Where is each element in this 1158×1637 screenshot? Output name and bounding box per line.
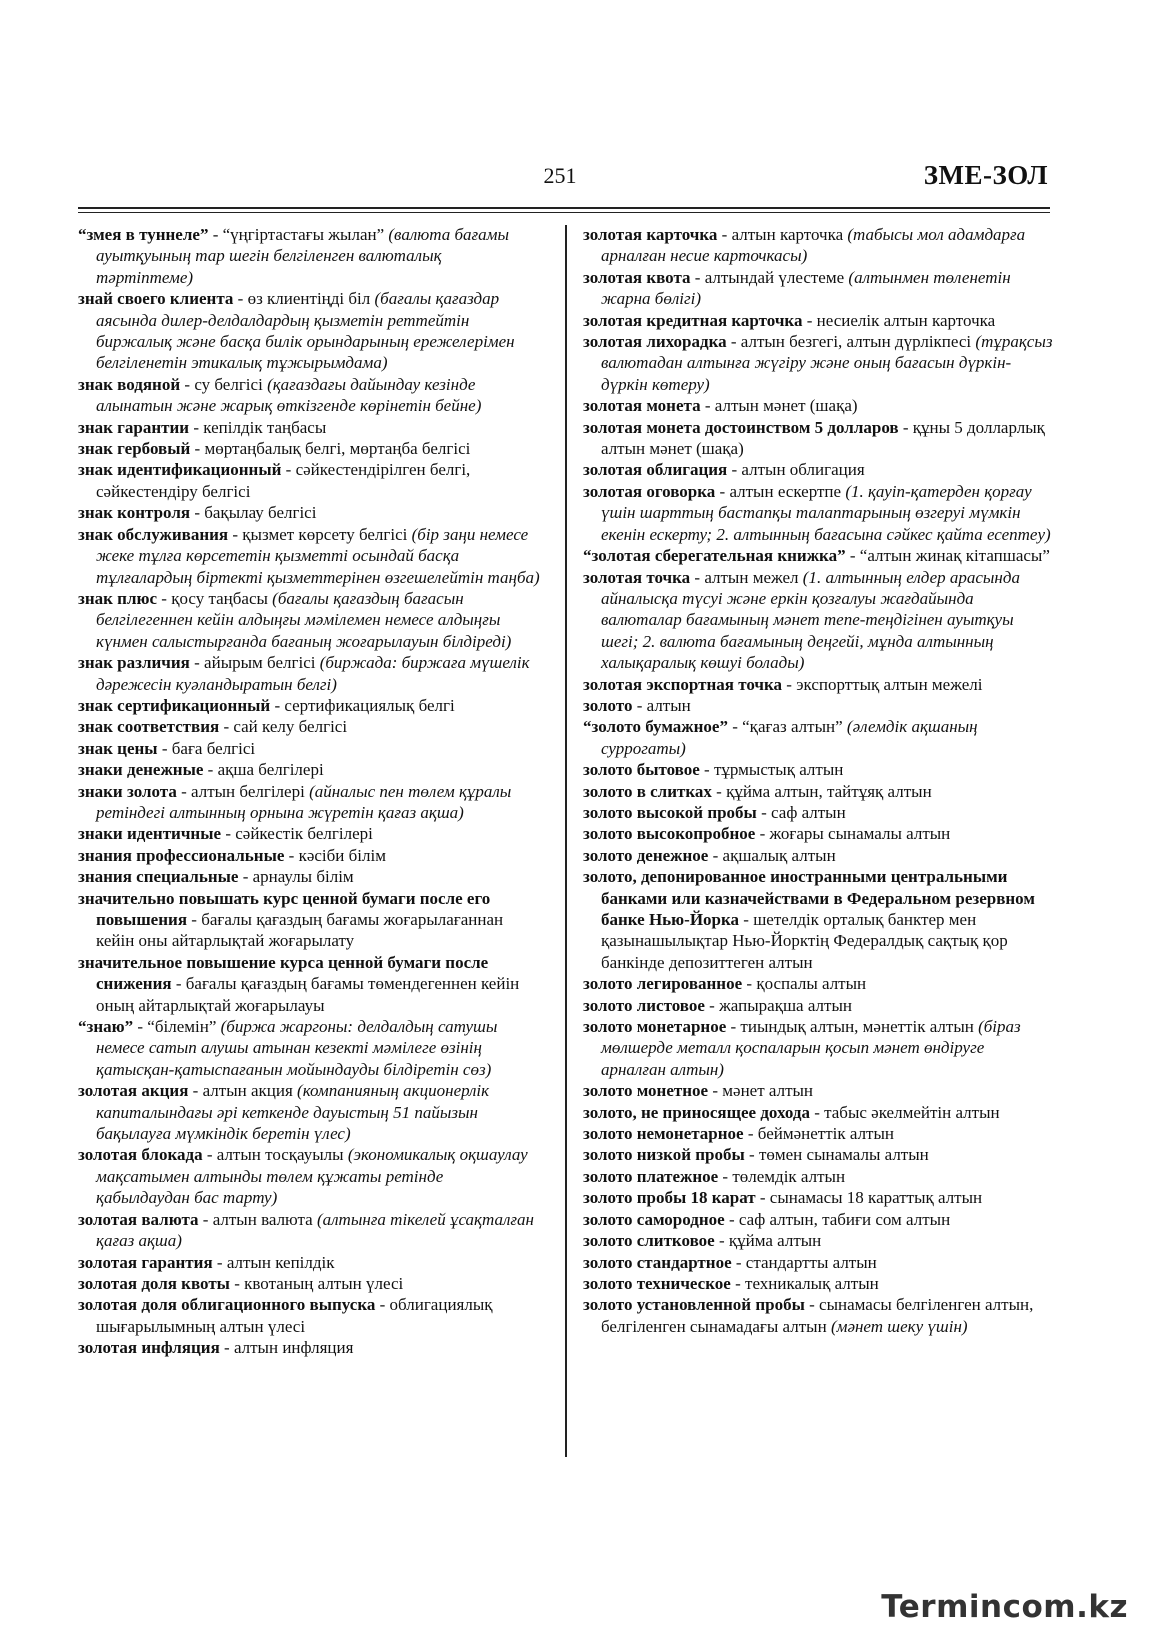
entry-separator: - — [690, 567, 705, 587]
dictionary-entry — [583, 1294, 1053, 1337]
entry-term: золото монетарное — [583, 1017, 727, 1037]
entry-separator: - — [133, 1017, 148, 1037]
entry-translation: алтындай үлестеме — [704, 267, 845, 287]
entry-translation: құйма алтын, тайтұяқ алтын — [726, 781, 932, 801]
entry-term: знаки золота — [78, 781, 177, 801]
entry-translation: алтын межел — [704, 567, 799, 587]
entry-separator: - — [157, 738, 172, 758]
entry-separator: - — [730, 1273, 746, 1293]
entry-translation: техникалық алтын — [745, 1273, 879, 1293]
entry-separator: - — [726, 1017, 741, 1037]
entry-separator: - — [700, 396, 715, 416]
entry-translation: табыс әкелмейтін алтын — [824, 1102, 1000, 1122]
dictionary-entry — [78, 417, 541, 438]
entry-gloss: (қағаздағы дайындау кезінде алынатын және жарық өткізгенде көрінетін бейне) — [96, 374, 482, 416]
entry-separator: - — [802, 310, 817, 330]
dictionary-entry — [78, 781, 541, 824]
dictionary-entry — [583, 1187, 1053, 1208]
dictionary-entry — [583, 1230, 1053, 1251]
entry-gloss: (алтынға тікелей ұсақталған қағаз ақша) — [96, 1209, 534, 1251]
entry-translation: ақша белгілері — [217, 760, 324, 780]
entry-term: золотая лихорадка — [583, 332, 727, 352]
entry-separator: - — [190, 503, 205, 523]
dictionary-entry — [583, 866, 1053, 973]
entry-separator: - — [718, 1166, 733, 1186]
dictionary-entry — [583, 1252, 1053, 1273]
dictionary-entry — [78, 738, 541, 759]
left-column — [78, 224, 541, 1359]
entry-gloss: (1. қауіп-қатерден қорғау үшін шарттың бастапқы талаптарының өзгеруі мүмкін екенін ескерту; 2. алтынның бағасына сәйкес қайта есептеу) — [601, 481, 1051, 544]
entry-separator: - — [238, 867, 253, 887]
dictionary-entry — [78, 716, 541, 737]
page-number: 251 — [543, 163, 577, 188]
entry-term: знай своего клиента — [78, 289, 234, 309]
entry-separator: - — [221, 824, 236, 844]
entry-translation: квотаның алтын үлесі — [244, 1273, 404, 1293]
entry-separator: - — [233, 289, 248, 309]
entry-separator: - — [187, 910, 202, 929]
dictionary-entry — [583, 1166, 1053, 1187]
entry-translation: құны 5 долларлық алтын мәнет (шақа) — [601, 417, 1045, 459]
dictionary-entry — [583, 802, 1053, 823]
header-rule-thin — [78, 212, 1050, 213]
dictionary-entry — [583, 845, 1053, 866]
entry-separator: - — [219, 717, 234, 737]
column-divider — [565, 225, 567, 1457]
entry-separator: - — [202, 1145, 217, 1165]
entry-separator: - — [727, 717, 743, 737]
entry-translation: су белгісі — [194, 374, 263, 394]
dictionary-entry — [78, 1080, 541, 1144]
entry-term: значительно повышать курс ценной бумаги после его повышения — [78, 888, 491, 929]
entry-term: знаки денежные — [78, 760, 204, 780]
dictionary-entry — [583, 459, 1053, 480]
entry-gloss: (биржа жаргоны: делдалдың сатушы немесе сатып алушы атынан кезекті мәмілеге өзінің қатысқан-қатыспағанын мойындауды білдіретін сөз) — [96, 1017, 498, 1079]
entry-term: знак идентификационный — [78, 460, 282, 480]
entry-translation: мөртаңбалық белгі, мөртаңба белгісі — [204, 439, 471, 459]
dictionary-entry — [583, 759, 1053, 780]
entry-gloss: (бағалы қағаздың бағасын белгілегеннен кейін алдыңғы мәмілемен немесе алдыңғы күнмен салыстырғанда бағаның жоғарылауын білдіреді) — [96, 588, 512, 651]
entry-term: знак цены — [78, 738, 158, 758]
dictionary-entry — [78, 374, 541, 417]
entry-gloss: (компанияның акционерлік капиталындағы әрі кеткенде дауыстың 51 пайызын бақылауға мүмкіндік беретін үлес) — [96, 1081, 490, 1144]
entry-separator: - — [711, 781, 727, 801]
entry-translation: сай келу белгісі — [233, 717, 348, 737]
entry-term: золото пробы 18 карат — [583, 1188, 756, 1208]
entry-translation: өз клиентіңді біл — [247, 289, 371, 309]
entry-term: знак контроля — [78, 503, 191, 523]
entry-separator: - — [229, 1273, 245, 1293]
entry-translation: “білемін” — [147, 1017, 217, 1037]
entry-term: знак различия — [78, 653, 190, 673]
entry-translation: құйма алтын — [728, 1231, 822, 1251]
entry-term: золотая оговорка — [583, 481, 716, 501]
entry-term: золото платежное — [583, 1166, 719, 1186]
entry-gloss: (тұрақсыз валютадан алтынға жүгіру және оның бағасын дүркін-дүркін көтеру) — [601, 332, 1053, 394]
dictionary-entry — [583, 1123, 1053, 1144]
entry-gloss: (бір заңи немесе жеке тұлға көрсететін қызметті осындай басқа тұлғалардың біртекті қызметтерінен өзгешелейтін таңба) — [96, 524, 540, 587]
entry-separator: - — [804, 1295, 820, 1315]
dictionary-entry — [583, 481, 1053, 545]
dictionary-entry — [583, 1102, 1053, 1123]
entry-separator: - — [198, 1209, 213, 1229]
entry-separator: - — [171, 974, 186, 994]
dictionary-entry — [78, 1144, 541, 1208]
entry-term: золотая карточка — [583, 225, 718, 244]
entry-translation: тұрмыстық алтын — [713, 760, 844, 780]
dictionary-entry — [583, 267, 1053, 310]
dictionary-entry — [583, 781, 1053, 802]
entry-translation: ақшалық алтын — [722, 845, 836, 865]
entry-term: золото техническое — [583, 1273, 731, 1293]
entry-separator: - — [898, 417, 913, 437]
entry-term: “золото бумажное” — [583, 717, 728, 737]
entry-gloss: (бағалы қағаздар аясында дилер-делдалдардың қызметін реттейтін биржалық және басқа билік орындарының ережелерімен белгіленетін этикалық тұжырымдама) — [96, 289, 515, 373]
entry-term: золото листовое — [583, 995, 705, 1015]
dictionary-entry — [583, 1209, 1053, 1230]
entry-term: золото — [583, 695, 633, 715]
entry-term: золотая монета достоинством 5 долларов — [583, 417, 899, 437]
dictionary-entry — [78, 952, 541, 1016]
entry-translation: “үңгіртастағы жылан” — [222, 225, 385, 244]
entry-separator: - — [190, 439, 205, 459]
entry-translation: алтын акция — [202, 1081, 293, 1101]
entry-term: золотая кредитная карточка — [583, 310, 803, 330]
entry-term: золото высокой пробы — [583, 802, 757, 822]
entry-separator: - — [714, 1231, 729, 1251]
entry-gloss: (валюта бағамы ауытқуының тар шегін белгіленген валюталық тәртіптеме) — [96, 225, 509, 287]
dictionary-entry — [78, 1273, 541, 1294]
entry-translation: экспорттық алтын межелі — [796, 674, 983, 694]
entry-term: золотая квота — [583, 267, 691, 287]
entry-translation: кепілдік таңбасы — [203, 417, 327, 437]
entry-separator: - — [219, 1338, 234, 1358]
entry-term: золотая доля облигационного выпуска — [78, 1295, 376, 1315]
entry-separator: - — [756, 802, 772, 822]
entry-term: золото монетное — [583, 1081, 709, 1101]
entry-gloss: (мәнет шеку үшін) — [830, 1316, 968, 1336]
entry-translation: сертификациялық белгі — [284, 695, 455, 715]
right-column — [583, 224, 1053, 1337]
entry-separator: - — [708, 845, 723, 865]
dictionary-entry — [78, 823, 541, 844]
entry-separator: - — [755, 824, 770, 844]
entry-separator: - — [708, 1081, 723, 1101]
entry-term: золотая гарантия — [78, 1252, 213, 1272]
entry-translation: алтын кепілдік — [226, 1252, 335, 1272]
entry-translation: баға белгісі — [171, 738, 256, 758]
entry-separator: - — [208, 225, 223, 244]
dictionary-entry — [78, 652, 541, 695]
entry-translation: қосу таңбасы — [171, 588, 268, 608]
entry-term: золотая акция — [78, 1081, 189, 1101]
entry-term: золото денежное — [583, 845, 709, 865]
entry-term: золото стандартное — [583, 1252, 732, 1272]
dictionary-entry — [78, 224, 541, 288]
entry-term: знания специальные — [78, 867, 239, 887]
entry-translation: сынамасы 18 караттық алтын — [769, 1188, 983, 1208]
dictionary-entry — [583, 674, 1053, 695]
entry-translation: “алтын жинақ кітапшасы” — [859, 546, 1050, 566]
entry-term: золото установленной пробы — [583, 1295, 805, 1315]
dictionary-entry — [78, 695, 541, 716]
dictionary-entry — [78, 888, 541, 952]
dictionary-entry — [78, 502, 541, 523]
entry-separator: - — [715, 481, 730, 501]
entry-term: “знаю” — [78, 1017, 134, 1037]
entry-translation: сәйкестік белгілері — [235, 824, 373, 844]
entry-term: золото самородное — [583, 1209, 725, 1229]
dictionary-entry — [583, 331, 1053, 395]
entry-separator: - — [690, 267, 705, 287]
dictionary-entry — [78, 845, 541, 866]
dictionary-entry — [583, 417, 1053, 460]
header-rule-thick — [78, 207, 1050, 209]
entry-gloss: (біраз мөлшерде металл қоспаларын қосып мәнет өндіруге арналған алтын) — [601, 1017, 1021, 1079]
dictionary-entry — [78, 588, 541, 652]
dictionary-entry — [78, 288, 541, 374]
dictionary-entry — [78, 1337, 541, 1358]
entry-term: знак плюс — [78, 588, 158, 608]
dictionary-entry — [78, 866, 541, 887]
entry-translation: бағалы қағаздың бағамы жоғарылағаннан кейін оны айтарлықтай жоғарылату — [96, 910, 504, 951]
entry-term: знания профессиональные — [78, 845, 285, 865]
entry-separator: - — [228, 524, 243, 544]
entry-separator: - — [212, 1252, 227, 1272]
site-logo: Termincom.kz — [881, 1589, 1128, 1625]
entry-translation: жапырақша алтын — [719, 995, 852, 1015]
entry-translation: арнаулы білім — [252, 867, 354, 887]
dictionary-entry — [583, 973, 1053, 994]
entry-separator: - — [731, 1252, 746, 1272]
entry-term: “змея в туннеле” — [78, 225, 209, 244]
entry-translation: облигациялық шығарылымның алтын үлесі — [96, 1295, 493, 1336]
entry-translation: алтын валюта — [212, 1209, 313, 1229]
dictionary-entry — [583, 695, 1053, 716]
entry-translation: шетелдік орталық банктер мен қазынашылықтар Нью-Йорктің Федералдық сақтық қор банкінде депозиттеген алтын — [601, 910, 1008, 972]
dictionary-entry — [583, 716, 1053, 759]
entry-term: золотая монета — [583, 396, 701, 416]
entry-separator: - — [724, 1209, 739, 1229]
entry-translation: алтын мәнет (шақа) — [714, 396, 858, 416]
entry-separator: - — [782, 674, 797, 694]
entry-gloss: (экономикалық оқшаулау мақсатымен алтынды төлем құжаты ретінде қабылдаудан бас тарту) — [96, 1145, 528, 1208]
entry-separator: - — [284, 845, 299, 865]
entry-translation: саф алтын, табиғи сом алтын — [738, 1209, 951, 1229]
entry-term: знак сертификационный — [78, 695, 271, 715]
entry-term: знак обслуживания — [78, 524, 229, 544]
entry-separator: - — [157, 588, 172, 608]
entry-term: золото немонетарное — [583, 1124, 744, 1144]
entry-term: золото высокопробное — [583, 824, 756, 844]
entry-term: золото, не приносящее дохода — [583, 1102, 810, 1122]
entry-translation: алтын — [646, 695, 691, 715]
entry-separator: - — [739, 910, 754, 929]
entry-translation: жоғары сынамалы алтын — [769, 824, 951, 844]
dictionary-entry — [583, 823, 1053, 844]
entry-separator: - — [704, 995, 720, 1015]
entry-translation: алтын белгілері — [191, 781, 305, 801]
dictionary-entry — [583, 995, 1053, 1016]
entry-separator: - — [845, 546, 860, 566]
dictionary-entry — [78, 1209, 541, 1252]
entry-term: золото низкой пробы — [583, 1145, 745, 1165]
dictionary-entry — [78, 459, 541, 502]
entry-separator: - — [188, 1081, 203, 1101]
dictionary-entry — [78, 438, 541, 459]
entry-term: знак водяной — [78, 374, 181, 394]
entry-term: золотая доля квоты — [78, 1273, 230, 1293]
entry-gloss: (айналыс пен төлем құралы ретіндегі алтынның орнына жүретін қағаз ақша) — [96, 781, 512, 822]
entry-translation: төлемдік алтын — [732, 1166, 846, 1186]
entry-translation: сәйкестендірілген белгі, сәйкестендіру белгісі — [96, 460, 471, 501]
entry-translation: саф алтын — [771, 802, 846, 822]
entry-term: золото слитковое — [583, 1231, 715, 1251]
dictionary-entry — [583, 545, 1053, 566]
dictionary-entry — [583, 567, 1053, 674]
entry-translation: төмен сынамалы алтын — [758, 1145, 929, 1165]
entry-separator: - — [176, 781, 192, 801]
dictionary-entry — [78, 759, 541, 780]
entry-term: знак гербовый — [78, 439, 191, 459]
entry-translation: мәнет алтын — [722, 1081, 814, 1101]
entry-translation: алтын тосқауылы — [216, 1145, 344, 1165]
dictionary-entry — [78, 524, 541, 588]
entry-translation: алтын инфляция — [233, 1338, 354, 1358]
dictionary-entry — [583, 310, 1053, 331]
entry-separator: - — [727, 460, 742, 480]
dictionary-entry — [583, 1144, 1053, 1165]
dictionary-entry — [583, 1080, 1053, 1101]
dictionary-entry — [583, 1016, 1053, 1080]
entry-translation: қоспалы алтын — [756, 974, 867, 994]
entry-translation: қызмет көрсету белгісі — [242, 524, 408, 544]
entry-term: золотая блокада — [78, 1145, 203, 1165]
entry-translation: айырым белгісі — [204, 653, 316, 673]
dictionary-entry — [583, 224, 1053, 267]
entry-separator: - — [743, 1124, 758, 1144]
entry-separator: - — [189, 653, 205, 673]
entry-separator: - — [270, 695, 285, 715]
entry-translation: сынамасы белгіленген алтын, белгіленген сынамадағы алтын — [601, 1295, 1034, 1336]
entry-translation: тиындық алтын, мәнеттік алтын — [740, 1017, 974, 1037]
entry-translation: кәсіби білім — [298, 845, 386, 865]
entry-separator: - — [726, 332, 741, 352]
entry-separator: - — [699, 760, 714, 780]
entry-translation: несиелік алтын карточка — [816, 310, 996, 330]
dictionary-entry — [78, 1294, 541, 1337]
entry-separator: - — [744, 1145, 759, 1165]
dictionary-entry — [583, 395, 1053, 416]
running-head: ЗМЕ-ЗОЛ — [923, 160, 1048, 190]
entry-translation: алтын карточка — [731, 225, 844, 244]
entry-gloss: (1. алтынның елдер арасында айналысқа түсуі және еркін қозғалуы жағдайында валюталар бағамының мәнет тепе-теңдігінен ауытқуы шегі; 2. валюта бағамының деңгейі, мұнда алтынның халықаралық көшуі болады) — [601, 567, 1020, 673]
entry-term: значительное повышение курса ценной бумаги после снижения — [78, 952, 489, 994]
entry-separator: - — [742, 974, 757, 994]
entry-translation: стандартты алтын — [745, 1252, 877, 1272]
entry-term: золотая экспортная точка — [583, 674, 783, 694]
dictionary-entry — [583, 1273, 1053, 1294]
entry-separator: - — [203, 760, 218, 780]
entry-term: знаки идентичные — [78, 824, 222, 844]
entry-term: золото в слитках — [583, 781, 712, 801]
entry-term: золотая валюта — [78, 1209, 199, 1229]
entry-term: “золотая сберегательная книжка” — [583, 546, 846, 566]
entry-term: золото бытовое — [583, 760, 700, 780]
entry-term: золотая точка — [583, 567, 691, 587]
entry-term: золото, депонированное иностранными центральными банками или казначействами в Федеральном резервном банке Нью-Йорка — [583, 867, 1035, 929]
entry-separator: - — [189, 417, 204, 437]
entry-translation: “қағаз алтын” — [742, 717, 843, 737]
entry-term: знак соответствия — [78, 717, 220, 737]
entry-separator: - — [809, 1102, 825, 1122]
entry-translation: алтын облигация — [741, 460, 865, 480]
entry-separator: - — [755, 1188, 770, 1208]
entry-translation: бағалы қағаздың бағамы төмендегеннен кейін оның айтарлықтай жоғарылауы — [96, 974, 520, 1015]
entry-gloss: (биржада: биржаға мүшелік дәрежесін куәландыратын белгі) — [96, 653, 530, 694]
entry-separator: - — [180, 374, 195, 394]
entry-term: золотая облигация — [583, 460, 728, 480]
entry-gloss: (әлемдік ақшаның суррогаты) — [601, 717, 978, 758]
entry-gloss: (табысы мол адамдарға арналған несие карточкасы) — [601, 225, 1026, 266]
entry-translation: алтын ескертпе — [729, 481, 842, 501]
entry-gloss: (алтынмен төленетін жарна бөлігі) — [601, 267, 1011, 309]
dictionary-entry — [78, 1252, 541, 1273]
entry-separator: - — [632, 695, 647, 715]
entry-separator: - — [375, 1295, 390, 1315]
dictionary-entry — [78, 1016, 541, 1080]
entry-translation: алтын безгегі, алтын дүрлікпесі — [740, 332, 972, 352]
entry-translation: бақылау белгісі — [204, 503, 317, 523]
entry-separator: - — [281, 460, 296, 480]
entry-term: знак гарантии — [78, 417, 190, 437]
entry-term: золото легированное — [583, 974, 743, 994]
entry-separator: - — [717, 225, 732, 244]
entry-translation: беймәнеттік алтын — [757, 1124, 894, 1144]
entry-term: золотая инфляция — [78, 1338, 220, 1358]
